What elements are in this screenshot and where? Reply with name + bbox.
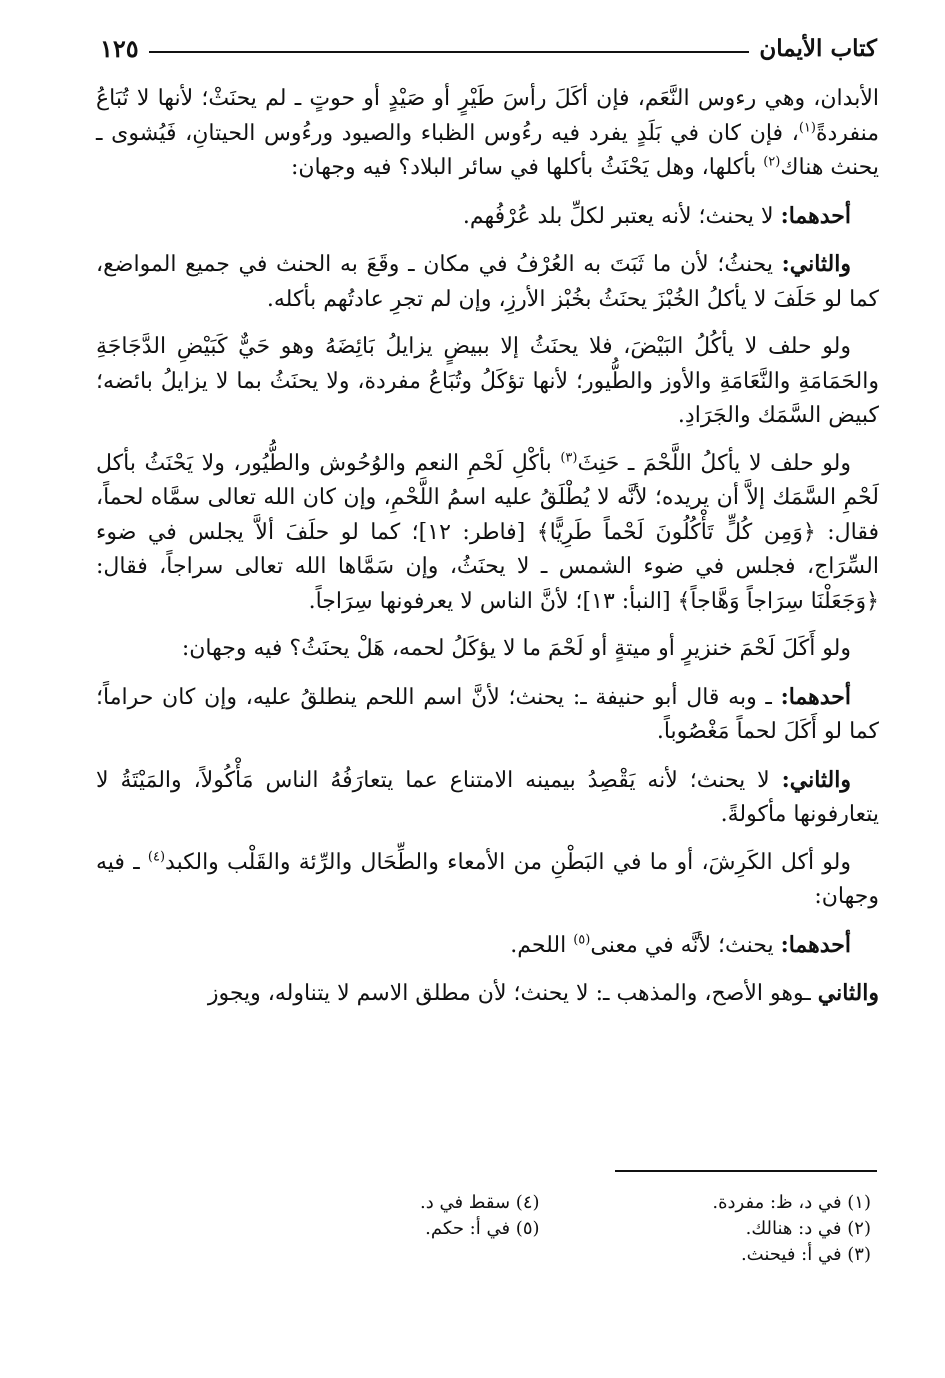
paragraph: [96, 846, 879, 915]
paragraph-lead: والثاني:: [781, 766, 851, 793]
paragraph-text: ، فإن كان في بَلَدٍ يفرد فيه رءُوس الظباء والصيود ورءُوس الحيتانِ، فَيُشوى ـ يحنث هناك: [96, 120, 879, 180]
paragraph-lead: والثاني: [817, 980, 879, 1006]
paragraph-lead: والثاني:: [781, 251, 851, 277]
paragraph-text: لا يحنث؛ لأنه يعتبر لكلِّ بلد عُرْفُهم.: [462, 203, 781, 229]
footnote-ref: (٣): [560, 450, 578, 466]
paragraph-text: يحنث؛ لأنَّه في معنى: [590, 932, 781, 958]
paragraph: [96, 330, 879, 434]
paragraph-text: ـوهو الأصح، والمذهب ـ: لا يحنث؛ لأن مطلق الاسم لا يتناوله، ويجوز: [207, 981, 818, 1006]
paragraph-text: يحنثُ؛ لأن ما ثَبَتَ به العُرْفُ في مكان ـ وقَعَ به الحنث في جميع المواضع، كما لو حَلَفَ لا يأكلُ الخُبْزَ يحنَثُ بخُبْز الأرزِ، وإن لم تجرِ عادتُهم بأكله.: [96, 252, 879, 312]
footnote: (٢) في د: هنالك.: [745, 1218, 871, 1239]
footnotes-column-right: [712, 1190, 871, 1268]
paragraph-text: ولو حلف لا يأكلُ اللَّحْمَ ـ حَنِثَ: [577, 450, 852, 476]
footnote-ref: (٢): [763, 154, 781, 170]
header-rule: [149, 51, 750, 53]
paragraph-text: ولو أكل الكَرِشَ، أو ما في البَطْنِ من الأمعاء والطِّحَال والرِّئة والقَلْب والكبد: [165, 849, 851, 875]
paragraph: [96, 247, 879, 317]
paragraph-text: بأكلها، وهل يَحْنَثُ بأكلها في سائر البلاد؟ فيه وجهان:: [290, 155, 764, 180]
paragraph: [96, 632, 879, 667]
paragraph: [96, 680, 879, 750]
paragraph: [96, 976, 879, 1012]
footnote: (٥) في أ: حكم.: [425, 1218, 540, 1239]
footnote: (٤) سقط في د.: [420, 1192, 540, 1213]
paragraph-lead: أحدهما:: [780, 931, 851, 958]
paragraph-text: ـ وبه قال أبو حنيفة ـ: يحنث؛ لأنَّ اسم اللحم ينطلقُ عليه، وإن كان حراماً؛ كما لو أَكَلَ لحماً مَغْصُوباً.: [96, 684, 879, 744]
paragraph-lead: أحدهما:: [780, 202, 851, 229]
paragraph: [96, 928, 879, 964]
paragraph-text: ولو أَكَلَ لَحْمَ خنزيرٍ أو ميتةٍ أو لَحْمَ ما لا يؤكَلُ لحمه، هَلْ يحنَثُ؟ فيه وجهان:: [181, 636, 851, 661]
footnote: (٣) في أ: فيحنث.: [740, 1244, 871, 1265]
paragraph-text: الأبدان، وهي رءوس النَّعَم، فإن أكَلَ رأسَ طَيْرٍ أو صَيْدٍ أو حوتٍ ـ لم يحنَثْ؛ لأنها لا تُبَاعُ منفردةً: [96, 86, 879, 146]
paragraph-text: اللحم.: [510, 932, 574, 958]
paragraph: [96, 199, 879, 235]
paragraph-text: لا يحنث؛ لأنه يَقْصِدُ بيمينه الامتناع عما يتعارَفُهُ الناس مَأْكُولاً، والمَيْتَةُ لا يتعارفونها مأكولةً.: [96, 767, 879, 827]
footnote-ref: (٥): [573, 932, 591, 948]
paragraph: [96, 82, 879, 186]
paragraph: [96, 447, 879, 620]
paragraph-text: بأكْلِ لَحْمِ النعم والوُحُوش والطُّيُور، ولا يَحْنَثُ بأكل لَحْمِ السَّمَك إلاَّ أن يريده؛ لأنَّه لا يُطْلَقُ عليه اسمُ اللَّحْمِ، وإن كان الله تعالى سمَّاه لحماً، فقال: ﴿وَمِن كُلٍّ تَأْكُلُونَ لَحْماً طَرِيًّا﴾ [فاطر: ١٢]؛ كما لو حلَفَ ألاَّ يجلس في ضوء السِّرَاج، فجلس في ضوء الشمس ـ لا يحنَثُ، وإن سَمَّاها الله تعالى سراجاً، فقال: ﴿وَجَعَلْنَا سِرَاجاً وَهَّاجاً﴾ [النبأ: ١٣]؛ لأنَّ الناس لا يعرفونها سِرَاجاً.: [96, 450, 879, 614]
footnotes-column-left: [420, 1190, 540, 1268]
footnote-rule: [615, 1170, 877, 1172]
page-number: ١٢٥: [100, 33, 139, 63]
footnote-ref: (٤): [147, 849, 166, 865]
running-header: [100, 28, 877, 68]
footnote-ref: (١): [798, 120, 816, 136]
paragraph: [96, 763, 879, 833]
paragraph-text: ولو حلف لا يأكُلُ البَيْضَ، فلا يحنَثُ إلا ببيضٍ يزايلُ بَائِضَهُ وهو حَيٌّ كَبَيْضِ الدَّجَاجَةِ والحَمَامَةِ والنَّعَامَةِ والأوز والطُّيور؛ لأنها تؤكَلُ وتُبَاعُ مفردة، ولا يحنَثُ بما لا يزايلُ بائضه؛ كبيض السَّمَك والجَرَادِ.: [96, 334, 879, 428]
footnotes: [420, 1190, 871, 1268]
paragraph-lead: أحدهما:: [780, 683, 851, 710]
footnote: (١) في د، ظ: مفردة.: [712, 1192, 871, 1213]
book-title: كتاب الأيمان: [759, 34, 877, 62]
main-text: [96, 82, 879, 1025]
paragraph-text: ـ فيه وجهان:: [96, 849, 879, 909]
